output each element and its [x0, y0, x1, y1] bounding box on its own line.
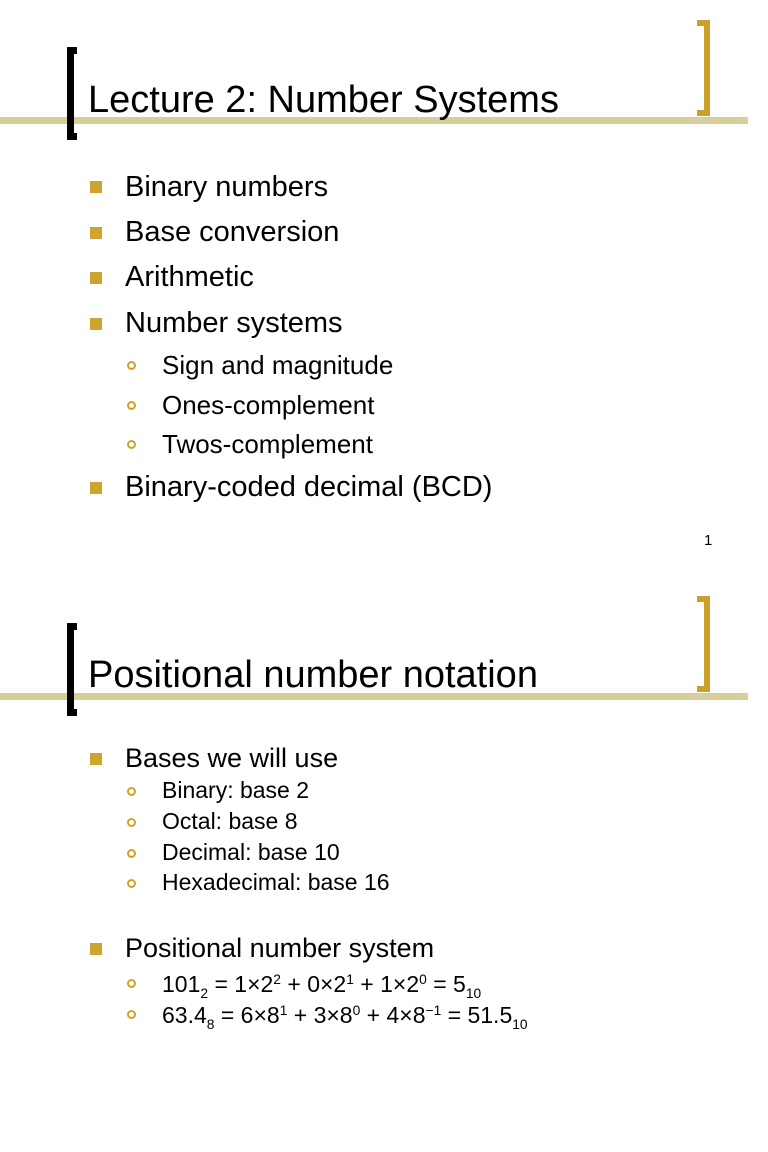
circle-bullet-icon — [127, 979, 136, 988]
eq-term: = 5 — [426, 971, 466, 997]
slide-title: Positional number notation — [88, 654, 538, 696]
eq-superscript: −1 — [425, 1003, 442, 1018]
square-bullet-icon — [90, 753, 102, 765]
right-bracket-icon — [697, 20, 710, 116]
eq-term: 101 — [162, 971, 201, 997]
page-number: 1 — [704, 532, 713, 549]
sub-bullet-text: Hexadecimal: base 16 — [162, 869, 390, 895]
square-bullet-icon — [90, 482, 102, 494]
equation-line — [162, 998, 528, 1038]
eq-superscript: 0 — [352, 1003, 361, 1018]
eq-subscript: 10 — [512, 1017, 528, 1032]
circle-bullet-icon — [127, 361, 136, 370]
eq-term: = 51.5 — [441, 1002, 513, 1028]
eq-subscript: 2 — [200, 986, 209, 1001]
square-bullet-icon — [90, 181, 102, 193]
slide-2 — [0, 576, 768, 1152]
circle-bullet-icon — [127, 1010, 136, 1019]
eq-term: 63.4 — [162, 1002, 207, 1028]
bullet-text: Binary numbers — [125, 171, 329, 203]
bullet-text: Positional number system — [125, 933, 435, 963]
eq-term: + 3×8 — [287, 1002, 353, 1028]
sub-bullet-text: Binary: base 2 — [162, 777, 310, 803]
eq-term: = 1×2 — [208, 971, 274, 997]
left-bracket-icon — [67, 47, 77, 140]
circle-bullet-icon — [127, 440, 136, 449]
eq-subscript: 10 — [465, 986, 482, 1001]
sub-bullet-text: Ones-complement — [162, 390, 375, 420]
eq-term: = 6×8 — [214, 1002, 280, 1028]
eq-superscript: 0 — [419, 972, 427, 987]
square-bullet-icon — [90, 227, 102, 239]
sub-bullet-text: Octal: base 8 — [162, 808, 298, 834]
circle-bullet-icon — [127, 849, 136, 858]
square-bullet-icon — [90, 272, 102, 284]
bullet-text: Base conversion — [125, 216, 340, 248]
sub-bullet-text: Twos-complement — [162, 429, 373, 459]
eq-superscript: 1 — [279, 1003, 288, 1018]
bullet-text: Binary-coded decimal (BCD) — [125, 471, 493, 503]
circle-bullet-icon — [127, 818, 136, 827]
eq-term: + 4×8 — [360, 1002, 426, 1028]
bullet-text: Bases we will use — [125, 743, 339, 773]
bullet-text: Number systems — [125, 307, 343, 339]
eq-superscript: 1 — [346, 972, 354, 987]
right-bracket-icon — [697, 596, 710, 692]
eq-term: + 0×2 — [280, 971, 347, 997]
circle-bullet-icon — [127, 879, 136, 888]
sub-bullet-text: Sign and magnitude — [162, 350, 394, 380]
square-bullet-icon — [90, 318, 102, 330]
bullet-text: Arithmetic — [125, 261, 254, 293]
circle-bullet-icon — [127, 401, 136, 410]
sub-bullet-text: Decimal: base 10 — [162, 839, 340, 865]
eq-term: + 1×2 — [353, 971, 420, 997]
eq-superscript: 2 — [273, 972, 281, 987]
slide-title: Lecture 2: Number Systems — [88, 79, 559, 121]
eq-subscript: 8 — [206, 1017, 215, 1032]
left-bracket-icon — [67, 623, 77, 716]
square-bullet-icon — [90, 943, 102, 955]
circle-bullet-icon — [127, 787, 136, 796]
